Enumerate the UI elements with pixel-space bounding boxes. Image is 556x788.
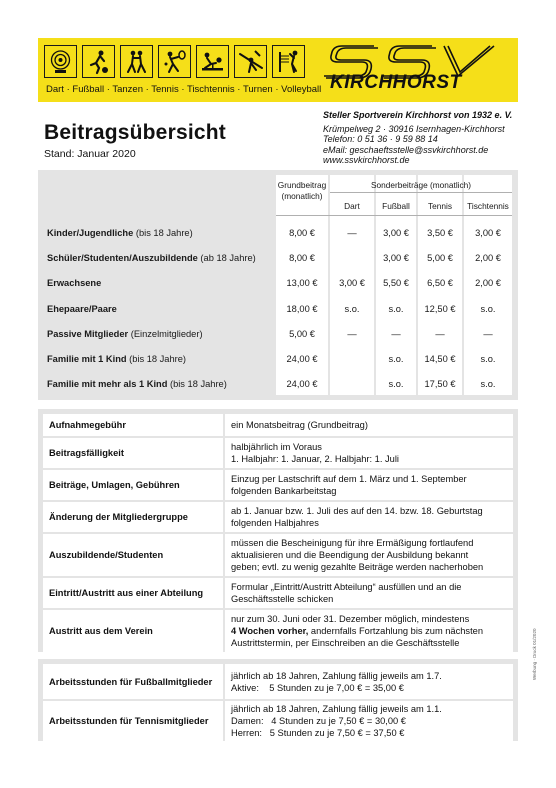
rules-value-line: müssen die Bescheinigung für ihre Ermäßigung fortlaufend xyxy=(231,538,474,548)
volleyball-icon xyxy=(272,45,305,78)
fee-category: Erwachsene xyxy=(47,278,102,289)
fee-row-label xyxy=(47,329,203,339)
fee-cell-fussball: 3,00 € xyxy=(383,253,409,264)
fee-cell-fussball: — xyxy=(391,328,401,339)
fee-cell-grund: 13,00 € xyxy=(286,278,318,289)
fee-cell-fussball: 5,50 € xyxy=(383,278,409,289)
hours-value-line: jährlich ab 18 Jahren, Zahlung fällig jeweils am 1.7. xyxy=(231,670,442,681)
fee-category: Schüler/Studenten/Auszubildende xyxy=(47,253,198,264)
rules-value-line: Einzug per Lastschrift auf dem 1. März und 1. September xyxy=(231,474,467,484)
hours-value xyxy=(225,664,513,699)
print-note: Werbung · Druck 01/2020 xyxy=(532,628,537,680)
head-grund xyxy=(276,180,328,202)
rules-row xyxy=(43,610,513,652)
rules-value-line: ab 1. Januar bzw. 1. Juli des auf den 14. bzw. 18. Geburtstag xyxy=(231,506,483,516)
org-name: Steller Sportverein Kirchhorst von 1932 e. V. xyxy=(323,110,513,120)
rules-value-line: aktualisieren und die Beendigung der Ausbildung bekannt xyxy=(231,550,469,560)
hours-row xyxy=(43,701,513,741)
rules-row xyxy=(43,578,513,608)
rules-key: Eintritt/Austritt aus einer Abteilung xyxy=(43,578,223,608)
fee-row-label xyxy=(47,253,256,263)
rules-value-line: folgenden Bankarbeitstag xyxy=(231,486,337,496)
rules-value xyxy=(225,578,513,608)
hours-value-line: Herren: 5 Stunden zu je 7,50 € = 37,50 € xyxy=(231,728,405,738)
fee-cell-fussball: s.o. xyxy=(388,379,404,390)
fee-category: Familie mit mehr als 1 Kind xyxy=(47,379,168,390)
rules-value-line: Formular „Eintritt/Austritt Abteilung“ ausfüllen und an die xyxy=(231,582,462,592)
fee-cell-fussball: 3,00 € xyxy=(383,228,409,238)
hours-value xyxy=(225,701,513,741)
rules-table xyxy=(41,412,515,654)
rules-value-line: ein Monatsbeitrag (Grundbeitrag) xyxy=(231,420,368,430)
address-block xyxy=(323,110,512,166)
rules-value-line: 4 Wochen vorher, andernfalls Fortzahlung bis zum nächsten xyxy=(231,626,483,636)
fee-cell-tennis: 12,50 € xyxy=(424,303,456,314)
subheader-divider xyxy=(330,192,512,193)
fee-cell-tt: 2,00 € xyxy=(475,278,501,289)
rules-value xyxy=(225,438,513,468)
fee-cell-tennis: 5,00 € xyxy=(427,253,453,264)
rules-value xyxy=(225,470,513,500)
rules-row xyxy=(43,470,513,500)
rules-key: Beiträge, Umlagen, Gebühren xyxy=(43,470,223,500)
fee-category-note: (bis 18 Jahre) xyxy=(167,379,227,390)
dart-icon xyxy=(44,45,77,78)
fee-category-note: (Einzelmitglieder) xyxy=(128,328,203,339)
fee-row-label xyxy=(47,379,227,389)
logo-name: KIRCHHORST xyxy=(330,72,462,93)
fee-cell-tennis: 6,50 € xyxy=(427,278,453,289)
sports-list: Dart · Fußball · Tanzen · Tennis · Tischtennis · Turnen · Volleyball xyxy=(46,84,322,95)
fee-panel xyxy=(38,170,518,400)
rules-key: Änderung der Mitgliedergruppe xyxy=(43,502,223,532)
rules-row xyxy=(43,438,513,468)
hours-panel xyxy=(38,659,518,741)
rules-key: Austritt aus dem Verein xyxy=(43,610,223,652)
fee-cell-dart: 3,00 € xyxy=(339,278,365,289)
fee-row xyxy=(38,379,518,393)
rules-value-line: nur zum 30. Juni oder 31. Dezember möglich, mindestens xyxy=(231,614,470,624)
football-icon xyxy=(82,45,115,78)
fee-row xyxy=(38,278,518,292)
fee-cell-tennis: 3,50 € xyxy=(427,228,453,238)
head-dart: Dart xyxy=(344,201,360,211)
stand-date: Stand: Januar 2020 xyxy=(44,148,136,160)
rules-value-line: geben; evtl. zu wenig gezahlte Beiträge werden nacherhoben xyxy=(231,562,484,572)
rules-value-line: Geschäftsstelle schicken xyxy=(231,594,334,604)
fee-category: Familie mit 1 Kind xyxy=(47,354,127,364)
hours-key: Arbeitsstunden für Fußballmitglieder xyxy=(43,664,223,699)
rules-row xyxy=(43,502,513,532)
rules-value xyxy=(225,610,513,652)
rules-value-line: 1. Halbjahr: 1. Januar, 2. Halbjahr: 1. Juli xyxy=(231,454,399,464)
hours-key: Arbeitsstunden für Tennismitglieder xyxy=(43,701,223,741)
fee-cell-tt: 3,00 € xyxy=(475,228,501,238)
tennis-icon xyxy=(158,45,191,78)
head-tennis: Tennis xyxy=(428,201,452,211)
fee-row-label xyxy=(47,228,193,238)
hours-value-line: jährlich ab 18 Jahren, Zahlung fällig jeweils am 1.1. xyxy=(231,704,442,714)
head-fussball: Fußball xyxy=(382,201,410,211)
gymnastics-icon xyxy=(234,45,267,78)
fee-row xyxy=(38,228,518,242)
fee-category-note: (ab 18 Jahre) xyxy=(197,253,256,264)
hours-row xyxy=(43,664,513,699)
rules-value-line: Austrittstermin, per Einschreiben an die Geschäftsstelle xyxy=(231,638,460,648)
rules-key: Beitragsfälligkeit xyxy=(43,438,223,468)
fee-cell-dart: s.o. xyxy=(344,303,360,314)
head-sonder: Sonderbeiträge (monatlich) xyxy=(370,180,472,190)
phone: Telefon: 0 51 36 · 9 59 88 14 xyxy=(323,134,438,144)
fee-row-label xyxy=(47,304,117,314)
head-grund-text: Grundbeitrag (monatlich) xyxy=(277,180,327,201)
hours-value-line: Aktive: 5 Stunden zu je 7,00 € = 35,00 € xyxy=(231,682,404,693)
rules-panel xyxy=(38,409,518,652)
email: eMail: geschaeftsstelle@ssvkirchhorst.de xyxy=(323,144,489,155)
tabletennis-icon xyxy=(196,45,229,78)
head-tischtennis: Tischtennis xyxy=(467,201,509,211)
header-banner xyxy=(38,38,518,102)
rules-value xyxy=(225,414,513,436)
fee-cell-fussball: s.o. xyxy=(388,354,404,364)
fee-cell-tt: — xyxy=(483,328,493,339)
website: www.ssvkirchhorst.de xyxy=(323,155,410,165)
fee-category: Kinder/Jugendliche xyxy=(47,228,134,238)
rules-value-line: folgenden Halbjahres xyxy=(231,518,319,528)
fee-category: Passive Mitglieder xyxy=(47,328,129,339)
dance-icon xyxy=(120,45,153,78)
fee-cell-grund: 24,00 € xyxy=(286,354,318,364)
rules-row xyxy=(43,414,513,436)
fee-cell-dart: — xyxy=(347,328,357,339)
fee-cell-tennis: — xyxy=(435,328,445,339)
rules-value-line: halbjährlich im Voraus xyxy=(231,442,322,452)
fee-cell-tt: s.o. xyxy=(480,354,496,364)
fee-cell-tt: s.o. xyxy=(480,379,496,390)
fee-row-label xyxy=(47,278,101,288)
fee-cell-grund: 24,00 € xyxy=(286,379,318,390)
rules-row xyxy=(43,534,513,576)
fee-category-note: (bis 18 Jahre) xyxy=(133,228,193,238)
fee-cell-grund: 8,00 € xyxy=(289,228,315,238)
fee-cell-tennis: 17,50 € xyxy=(424,379,456,390)
rules-value xyxy=(225,534,513,576)
page-title: Beitragsübersicht xyxy=(44,121,226,144)
hours-value-line: Damen: 4 Stunden zu je 7,50 € = 30,00 € xyxy=(231,716,406,726)
hours-table xyxy=(41,662,515,743)
fee-category-note: (bis 18 Jahre) xyxy=(126,354,186,364)
fee-cell-tennis: 14,50 € xyxy=(424,354,456,364)
fee-cell-tt: 2,00 € xyxy=(475,253,501,264)
street: Krümpelweg 2 · 30916 Isernhagen-Kirchhorst xyxy=(323,123,505,134)
fee-cell-tt: s.o. xyxy=(480,303,496,314)
rules-value xyxy=(225,502,513,532)
fee-row xyxy=(38,329,518,343)
fee-row xyxy=(38,253,518,267)
fee-category: Ehepaare/Paare xyxy=(47,303,117,314)
fee-cell-dart: — xyxy=(347,228,357,238)
fee-row xyxy=(38,304,518,318)
fee-cell-grund: 18,00 € xyxy=(286,303,318,314)
rules-key: Aufnahmegebühr xyxy=(43,414,223,436)
fee-row-label xyxy=(47,354,186,364)
fee-cell-grund: 8,00 € xyxy=(289,253,315,264)
fee-row xyxy=(38,354,518,368)
fee-cell-grund: 5,00 € xyxy=(289,328,315,339)
header-divider xyxy=(276,215,512,216)
sports-icon-row xyxy=(44,45,305,78)
fee-cell-fussball: s.o. xyxy=(388,303,404,314)
rules-key: Auszubildende/Studenten xyxy=(43,534,223,576)
emphasis: 4 Wochen vorher, xyxy=(231,626,309,636)
